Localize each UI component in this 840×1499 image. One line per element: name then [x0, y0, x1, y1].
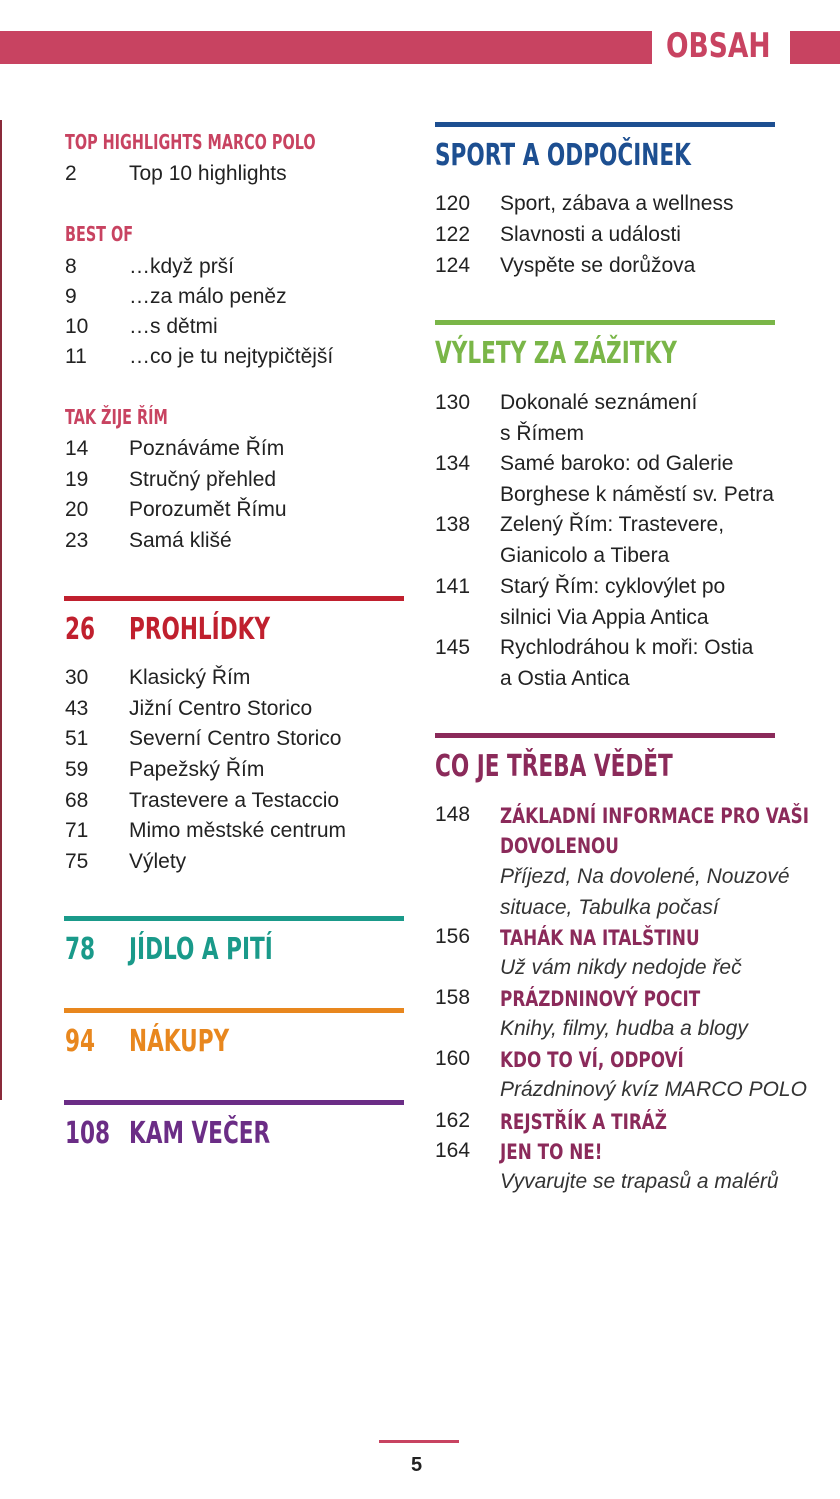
- toc-label: Zelený Řím: Trastevere,: [500, 513, 725, 536]
- section-rule: [435, 320, 775, 325]
- section-rule: [64, 916, 404, 921]
- toc-page: 9: [65, 285, 77, 308]
- page-number: 5: [411, 1454, 423, 1476]
- toc-label: TAHÁK NA ITALŠTINU: [500, 926, 700, 950]
- toc-label: Top 10 highlights: [129, 162, 287, 185]
- toc-page: 10: [65, 315, 89, 338]
- section-co-je-treba-vedet[interactable]: CO JE TŘEBA VĚDĚT: [435, 749, 673, 784]
- toc-label-cont: s Římem: [500, 422, 584, 445]
- section-kam-vecer[interactable]: KAM VEČER: [129, 1116, 271, 1151]
- section-top-highlights: TOP HIGHLIGHTS MARCO POLO: [65, 130, 316, 154]
- section-rule: [64, 596, 404, 601]
- toc-label: Dokonalé seznámení: [500, 391, 698, 414]
- section-rule: [64, 1008, 404, 1013]
- toc-label-cont: Borghese k náměstí sv. Petra: [500, 483, 774, 506]
- toc-label: Trastevere a Testaccio: [129, 789, 340, 812]
- toc-label: …za málo peněz: [129, 285, 287, 308]
- toc-label: REJSTŘÍK A TIRÁŽ: [500, 1110, 667, 1134]
- toc-page: 2: [65, 162, 77, 185]
- toc-page: 124: [435, 254, 471, 277]
- toc-label: Samá klišé: [129, 529, 232, 552]
- toc-page: 59: [65, 758, 89, 781]
- toc-page: 68: [65, 789, 89, 812]
- toc-page: 30: [65, 666, 89, 689]
- toc-page: 8: [65, 255, 77, 278]
- toc-page: 162: [435, 1109, 471, 1132]
- section-jidlo-a-piti[interactable]: JÍDLO A PITÍ: [129, 932, 273, 967]
- toc-description: Příjezd, Na dovolené, Nouzové: [500, 865, 790, 888]
- page-number-bar: [379, 1440, 459, 1443]
- section-number: 108: [65, 1116, 111, 1151]
- toc-label: Výlety: [129, 850, 187, 873]
- toc-label: ZÁKLADNÍ INFORMACE PRO VAŠI: [500, 804, 809, 828]
- section-rule: [435, 733, 775, 738]
- toc-page: 130: [435, 391, 471, 414]
- toc-label: Poznáváme Řím: [129, 437, 285, 460]
- section-number: 78: [65, 932, 96, 967]
- toc-label: Starý Řím: cyklovýlet po: [500, 575, 726, 598]
- toc-label: Sport, zábava a wellness: [500, 192, 734, 215]
- toc-page: 75: [65, 850, 89, 873]
- toc-label-cont: Gianicolo a Tibera: [500, 544, 670, 567]
- section-rule: [64, 1100, 404, 1105]
- toc-description: Vyvarujte se trapasů a malérů: [500, 1170, 779, 1193]
- toc-label: Mimo městské centrum: [129, 819, 347, 842]
- header-bar-end: [790, 31, 840, 64]
- toc-page: 145: [435, 636, 471, 659]
- toc-label: Papežský Řím: [129, 758, 265, 781]
- toc-page: 141: [435, 575, 471, 598]
- toc-page: 14: [65, 437, 89, 460]
- section-sport[interactable]: SPORT A ODPOČINEK: [435, 138, 691, 173]
- toc-label: …když prší: [129, 255, 235, 278]
- toc-description-cont: situace, Tabulka počasí: [500, 896, 719, 919]
- toc-label: …co je tu nejtypičtější: [129, 345, 334, 368]
- toc-label: Rychlodráhou k moři: Ostia: [500, 636, 754, 659]
- toc-page: 20: [65, 498, 89, 521]
- toc-description: Prázdninový kvíz MARCO POLO: [500, 1078, 807, 1101]
- toc-label: PRÁZDNINOVÝ POCIT: [500, 987, 701, 1011]
- toc-page: 120: [435, 192, 471, 215]
- toc-page: 122: [435, 223, 471, 246]
- section-rule: [435, 122, 775, 127]
- toc-label: Vyspěte se dorůžova: [500, 254, 696, 277]
- toc-label-cont: a Ostia Antica: [500, 667, 630, 690]
- toc-page: 156: [435, 925, 471, 948]
- toc-label: Stručný přehled: [129, 468, 277, 491]
- page-title: OBSAH: [666, 26, 771, 66]
- section-number: 94: [65, 1024, 96, 1059]
- toc-label: Samé baroko: od Galerie: [500, 452, 734, 475]
- toc-page: 148: [435, 803, 471, 826]
- toc-page: 138: [435, 513, 471, 536]
- toc-page: 51: [65, 727, 89, 750]
- toc-page: 134: [435, 452, 471, 475]
- toc-page: 19: [65, 468, 89, 491]
- section-nakupy[interactable]: NÁKUPY: [129, 1024, 230, 1059]
- toc-page: 71: [65, 819, 89, 842]
- toc-label: KDO TO VÍ, ODPOVÍ: [500, 1048, 684, 1072]
- toc-label: …s dětmi: [129, 315, 218, 338]
- toc-page: 11: [65, 345, 87, 368]
- toc-page: 158: [435, 986, 471, 1009]
- header-bar: [0, 31, 652, 64]
- toc-label-cont: DOVOLENOU: [500, 834, 619, 858]
- section-tak-zije-rim: TAK ŽIJE ŘÍM: [65, 405, 168, 429]
- toc-label: Slavnosti a události: [500, 223, 681, 246]
- toc-page: 43: [65, 697, 89, 720]
- toc-label: JEN TO NE!: [500, 1140, 603, 1164]
- section-best-of: BEST OF: [65, 222, 134, 246]
- toc-description: Už vám nikdy nedojde řeč: [500, 956, 742, 979]
- toc-page: 160: [435, 1047, 471, 1070]
- toc-page: 23: [65, 529, 89, 552]
- toc-label: Klasický Řím: [129, 666, 251, 689]
- section-number: 26: [65, 612, 96, 647]
- toc-label: Porozumět Římu: [129, 498, 287, 521]
- toc-label-cont: silnici Via Appia Antica: [500, 606, 709, 629]
- toc-page: 164: [435, 1139, 471, 1162]
- toc-description: Knihy, filmy, hudba a blogy: [500, 1017, 748, 1040]
- section-vylety[interactable]: VÝLETY ZA ZÁŽITKY: [435, 336, 677, 371]
- section-prohlidky[interactable]: PROHLÍDKY: [129, 612, 271, 647]
- toc-label: Severní Centro Storico: [129, 727, 342, 750]
- toc-label: Jižní Centro Storico: [129, 697, 313, 720]
- edge-strip: [0, 120, 2, 1100]
